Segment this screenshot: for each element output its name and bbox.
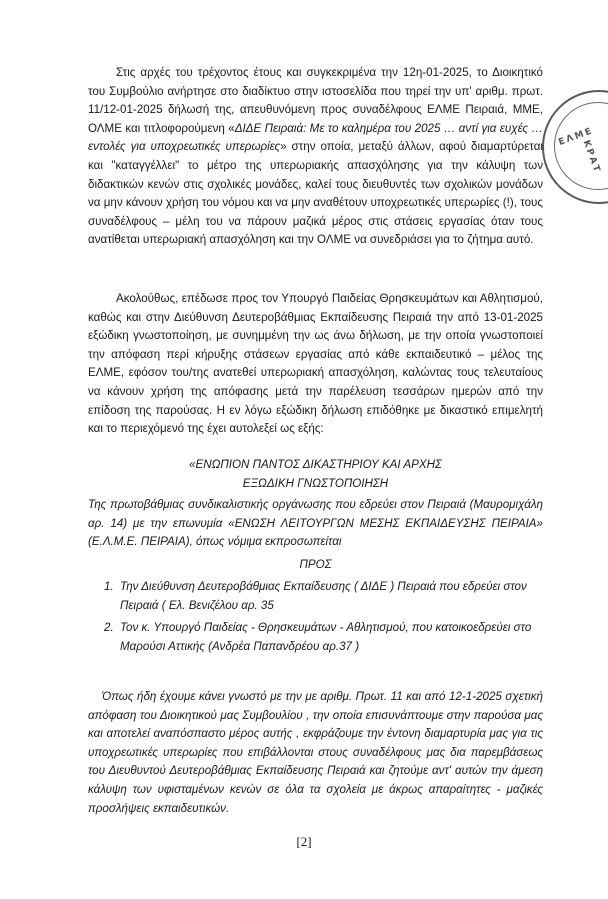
list-item-text: Τον κ. Υπουργό Παιδείας - Θρησκευμάτων - Αθλητισμού, που κατοικοεδρεύει στο Μαρούσι Αττικής (Ανδρέα Παπανδρέου αρ.37 ) <box>120 621 532 653</box>
list-item-text: Την Διεύθυνση Δευτεροβάθμιας Εκπαίδευσης ( ΔΙΔΕ ) Πειραιά που εδρεύει στον Πειραιά ( Ελ. Βενιζέλου αρ. 35 <box>120 580 527 612</box>
heading-court: «ΕΝΩΠΙΟΝ ΠΑΝΤΟΣ ΔΙΚΑΣΤΗΡΙΟΥ ΚΑΙ ΑΡΧΗΣ <box>189 458 442 471</box>
list-item-number: 1. <box>104 580 114 593</box>
seal-text-side: ΚΡΑΤ <box>580 138 602 176</box>
recipients-list <box>88 578 548 660</box>
paragraph-intro-rest: » στην οποία, μεταξύ άλλων, αφού διαμαρτύρεται και "καταγγέλλει" το μέτρο της υπερωριακής απασχόλησης για την κάλυψη των διδακτικών κενών στις σχολικές μονάδες, καλεί τους διευθυντές των σχολικών μονάδων να μην κάνουν χρήση του νόμου και να μην αναθέτουν υποχρεωτικές υπερωρίες (!), τους συναδέλφους – μέλη του να πάρουν μαζικά μέρος στις στάσεις εργασίας όταν τους ανατίθεται υπερωριακή απασχόληση και την ΟΛΜΕ να συνεδριάσει για το ζήτημα αυτό. <box>88 140 543 247</box>
official-seal-stamp <box>542 90 608 204</box>
heading-pros: ΠΡΟΣ <box>299 558 332 571</box>
paragraph-extrajudicial-text: Ακολούθως, επέδωσε προς τον Υπουργό Παιδείας Θρησκευμάτων και Αθλητισμού, καθώς και στην Διεύθυνση Δευτεροβάθμιας Εκπαίδευσης Πειραιά την από 13-01-2025 εξώδικη γνωστοποίηση, με συνημμένη την ως άνω δήλωση, με την οποία γνωστοποιεί την απόφαση περί κήρυξης στάσεων εργασίας από κάθε εκπαιδευτικό – μέλος της ΕΛΜΕ, εφόσον του/της ανατεθεί υπερωριακή απασχόληση, καλώντας τους τελευταίους να κάνουν χρήση της απόφασης μετά την παρέλευση τεσσάρων ημερών από την επίδοση της παρούσας. Η εν λόγω εξώδικη δήλωση επιδόθηκε με δικαστικό επιμελητή και το περιεχόμενό της έχει αυτολεξεί ως εξής: <box>88 292 543 436</box>
list-item <box>88 578 548 615</box>
list-item-number: 2. <box>104 621 114 635</box>
list-item <box>88 619 548 656</box>
paragraph-union: Της πρωτοβάθμιας συνδικαλιστικής οργάνωσης που εδρεύει στον Πειραιά (Μαυρομιχάλη αρ. 14) με την επωνυμία «ΕΝΩΣΗ ΛΕΙΤΟΥΡΓΩΝ ΜΕΣΗΣ ΕΚΠΑΙΔΕΥΣΗΣ ΠΕΙΡΑΙΑ» (Ε.Λ.Μ.Ε. ΠΕΙΡΑΙΑ), όπως νόμιμα εκπροσωπείται <box>88 498 543 549</box>
paragraph-intro-text: Στις αρχές του τρέχοντος έτους και συγκεκριμένα την 12η-01-2025, το Διοικητικό του Συμβούλιο ανήρτησε στο διαδίκτυο στην ιστοσελίδα που τηρεί την υπ' αριθμ. πρωτ. 11/12-01-2025 δήλωσή της, απευθυνόμενη προς συναδέλφους ΕΛΜΕ Πειραιά, ΜΜΕ, ΟΛΜΕ και τιτλοφορούμενη « <box>88 66 543 135</box>
heading-notice: ΕΞΩΔΙΚΗ ΓΝΩΣΤΟΠΟΙΗΣΗ <box>242 477 389 490</box>
page-number: [2] <box>296 834 312 849</box>
paragraph-extrajudicial <box>88 290 543 439</box>
paragraph-intro <box>88 64 543 250</box>
paragraph-intro-quote: ΔΙΔΕ Πειραιά: Με το καλημέρα του 2025 … αντί για ευχές … εντολές για υποχρεωτικές υπερωρίες <box>88 121 543 154</box>
paragraph-protest <box>88 688 543 818</box>
paragraph-protest-text: Όπως ήδη έχουμε κάνει γνωστό με την με αριθμ. Πρωτ. 11 και από 12-1-2025 σχετική απόφαση του Διοικητικού μας Συμβουλίου , την οποία επισυνάπτουμε στην παρούσα μας και αποτελεί αναπόσπαστο μέρος αυτής , εκφράζουμε την έντονη διαμαρτυρία μας για τις υποχρεωτικές υπερωρίες που επιβάλλονται στους συναδέλφους μας δια παρεμβάσεως του Διευθυντού Δευτεροβάθμιας Εκπαίδευσης Πειραιά και ζητούμε αντ' αυτών την άμεση κάλυψη των υφισταμένων κενών σε όλα τα σχολεία με άκρως απαραίτητες - μαζικές προσλήψεις εκπαιδευτικών. <box>88 690 543 815</box>
seal-text-top: ΕΛΜΕ <box>557 126 595 148</box>
